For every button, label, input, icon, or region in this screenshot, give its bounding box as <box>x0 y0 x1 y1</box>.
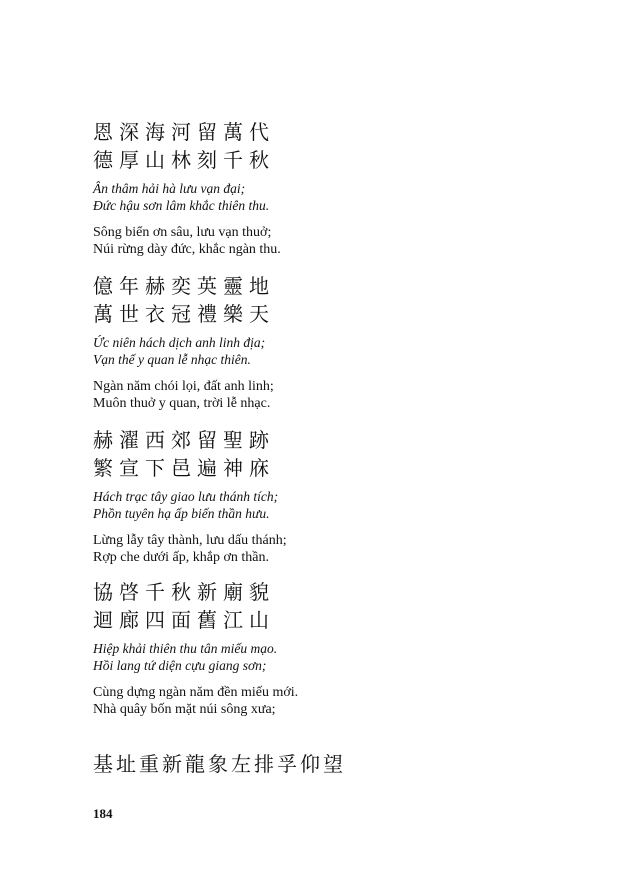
han-line: 赫濯西郊留聖跡 <box>93 428 275 452</box>
transliteration-block <box>93 488 553 522</box>
transliteration-line: Hồi lang tứ diện cựu giang sơn; <box>93 658 267 673</box>
transliteration-block <box>93 180 553 214</box>
transliteration-line: Vạn thế y quan lễ nhạc thiên. <box>93 352 251 367</box>
han-line: 協啓千秋新廟貌 <box>93 580 275 604</box>
transliteration-line: Hách trạc tây giao lưu thánh tích; <box>93 489 279 504</box>
translation-line: Núi rừng dày đức, khắc ngàn thu. <box>93 242 281 257</box>
transliteration-line: Hiệp khải thiên thu tân miếu mạo. <box>93 641 278 656</box>
translation-block <box>93 378 553 412</box>
translation-block <box>93 224 553 258</box>
stanza-4 <box>93 578 553 718</box>
translation-line: Cùng dựng ngàn năm đền miếu mới. <box>93 685 299 700</box>
stanza-2 <box>93 272 553 412</box>
translation-line: Muôn thuở y quan, trời lễ nhạc. <box>93 396 271 411</box>
transliteration-line: Phồn tuyên hạ ấp biến thần hưu. <box>93 506 270 521</box>
transliteration-line: Ân thâm hải hà lưu vạn đại; <box>93 181 246 196</box>
translation-line: Sông biển ơn sâu, lưu vạn thuở; <box>93 225 272 240</box>
final-han-line: 基址重新龍象左排孚仰望 <box>93 752 346 776</box>
transliteration-line: Đức hậu sơn lâm khắc thiên thu. <box>93 198 270 213</box>
han-line: 億年赫奕英靈地 <box>93 274 275 298</box>
translation-block <box>93 532 553 566</box>
translation-line: Lừng lẫy tây thành, lưu dấu thánh; <box>93 533 287 548</box>
han-line: 德厚山林刻千秋 <box>93 148 275 172</box>
translation-block <box>93 684 553 718</box>
han-line: 萬世衣冠禮樂天 <box>93 302 275 326</box>
transliteration-block <box>93 334 553 368</box>
page-number: 184 <box>93 806 113 821</box>
han-line: 迴廊四面舊江山 <box>93 608 275 632</box>
han-line: 繁宣下邑遍神庥 <box>93 456 275 480</box>
translation-line: Nhà quây bốn mặt núi sông xưa; <box>93 702 276 717</box>
stanza-3 <box>93 426 553 566</box>
translation-line: Ngàn năm chói lọi, đất anh linh; <box>93 379 274 394</box>
transliteration-line: Ức niên hách dịch anh linh địa; <box>93 335 266 350</box>
transliteration-block <box>93 640 553 674</box>
translation-line: Rợp che dưới ấp, khắp ơn thần. <box>93 550 269 565</box>
stanza-1 <box>93 118 553 258</box>
han-line: 恩深海河留萬代 <box>93 120 275 144</box>
